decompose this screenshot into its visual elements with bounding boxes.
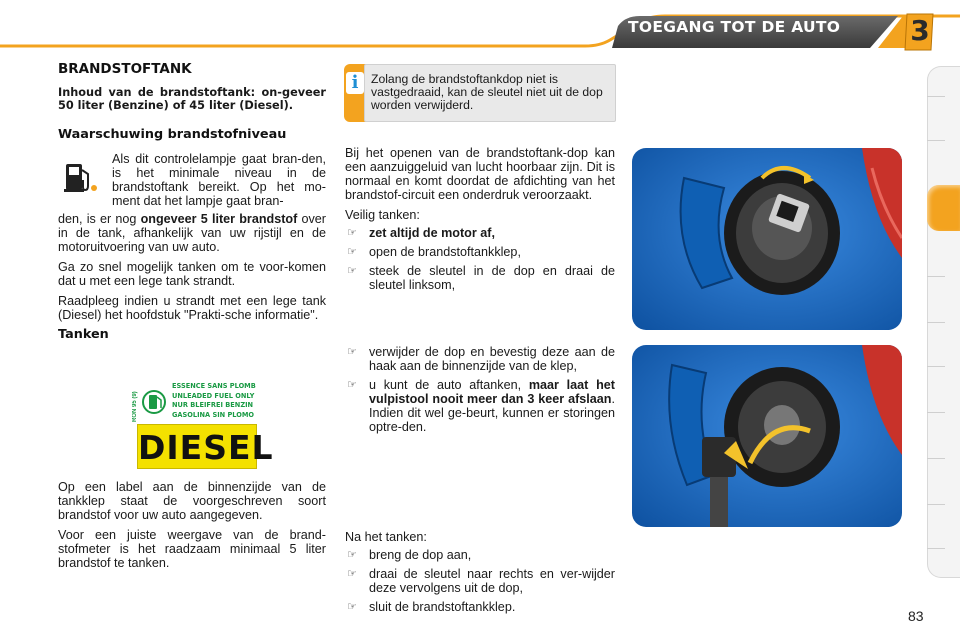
rail-divider — [927, 412, 945, 413]
fuel-warning-icon — [60, 158, 100, 198]
list-item: ☞ steek de sleutel in de dop en draai de sleutel linksom, — [345, 264, 615, 292]
list-item — [345, 226, 615, 240]
label-line: GASOLINA SIN PLOMO — [172, 410, 255, 419]
warning-emphasis: ongeveer 5 liter brandstof — [140, 212, 298, 226]
rail-divider — [927, 548, 945, 549]
diesel-label: DIESEL — [137, 424, 257, 469]
warning-text-continued — [58, 212, 326, 254]
list-item-post: . Indien dit wel ge-beurt, kunnen er storingen optre-den. — [369, 392, 615, 434]
info-box — [344, 60, 616, 124]
paragraph-safe-refuel: Veilig tanken: — [345, 208, 420, 222]
fuel-cap-hook-illustration — [632, 345, 902, 527]
warning-block — [58, 152, 326, 212]
fuel-flap-key-illustration — [632, 148, 902, 330]
chapter-number: 3 — [910, 14, 930, 47]
tanken-title: Tanken — [58, 327, 109, 342]
rail-divider — [927, 140, 945, 141]
warning-post: over in de tank, afhankelijk van uw rijstijl en de motoruitvoering van uw auto. — [58, 212, 326, 254]
middle-column-2 — [345, 345, 615, 439]
rail-divider — [927, 366, 945, 367]
rail-divider — [927, 504, 945, 505]
rail-divider — [927, 276, 945, 277]
middle-column — [345, 146, 615, 297]
paragraph-empty-tank: Raadpleeg indien u strandt met een lege tank (Diesel) het hoofdstuk "Prakti-sche informatie". — [58, 294, 326, 322]
info-text: Zolang de brandstoftankdop niet is vastgedraaid, kan de sleutel niet uit de dop worden verwijderd. — [364, 64, 616, 122]
list-item: ☞ open de brandstoftankklep, — [345, 245, 615, 259]
paragraph-fuel-label: Op een label aan de binnenzijde van de tankklep staat de voorgeschreven soort brandstof voor uw auto aangegeven. — [58, 480, 326, 522]
fuel-pump-icon — [142, 386, 166, 418]
unleaded-fuel-label — [132, 380, 262, 424]
paragraph-refuel-soon: Ga zo snel mogelijk tanken om te voor-komen dat u met een lege tank strandt. — [58, 260, 326, 288]
left-column — [58, 62, 326, 342]
label-line: UNLEADED FUEL ONLY — [172, 391, 255, 400]
list-item-text: zet altijd de motor af, — [369, 226, 495, 240]
ron-label: RON 95 (9) — [132, 391, 138, 422]
rail-divider — [927, 96, 945, 97]
left-column-bottom — [58, 480, 326, 576]
chapter-tab-active[interactable] — [927, 185, 960, 231]
section-title: BRANDSTOFTANK — [58, 61, 192, 77]
paragraph-suction-noise: Bij het openen van de brandstoftank-dop kan een aanzuiggeluid van lucht hoorbaar zijn. Dit is normaal en komt doordat de afdichting van het brandstof-circuit een onderdruk veroorzaakt. — [345, 146, 615, 202]
info-icon: i — [346, 72, 364, 94]
list-item: ☞ verwijder de dop en bevestig deze aan de haak aan de binnenzijde van de klep, — [345, 345, 615, 373]
fuel-label-text — [172, 382, 256, 420]
warning-title: Waarschuwing brandstofniveau — [58, 127, 287, 142]
rail-divider — [927, 322, 945, 323]
paragraph-fuel-gauge: Voor een juiste weergave van de brand-stofmeter is het raadzaam minimaal 5 liter brandstof te tanken. — [58, 528, 326, 570]
middle-column-3 — [345, 530, 615, 619]
intro-text: Inhoud van de brandstoftank: on-geveer 50 liter (Benzine) of 45 liter (Diesel). — [58, 86, 326, 112]
label-line: ESSENCE SANS PLOMB — [172, 382, 256, 390]
list-item: ☞ draai de sleutel naar rechts en ver-wijder deze vervolgens uit de dop, — [345, 567, 615, 595]
list-item — [345, 378, 615, 434]
list-item: ☞ sluit de brandstoftankklep. — [345, 600, 615, 614]
warning-text: Als dit controlelampje gaat bran-den, is het minimale niveau in de brandstoftank bereikt. Op het mo-ment dat het lampje gaat bran- — [112, 152, 326, 208]
list-item: ☞ breng de dop aan, — [345, 548, 615, 562]
page-number: 83 — [908, 608, 924, 624]
rail-divider — [927, 458, 945, 459]
chapter-title: TOEGANG TOT DE AUTO — [628, 18, 841, 36]
list-item-pre: u kunt de auto aftanken, — [369, 378, 529, 392]
paragraph-after-refuel: Na het tanken: — [345, 530, 427, 544]
label-line: NUR BLEIFREI BENZIN — [172, 401, 254, 410]
list-item-emphasis: maar laat het vulpistool nooit meer dan 3 keer afslaan — [369, 378, 615, 406]
warning-pre: den, is er nog — [58, 212, 141, 226]
